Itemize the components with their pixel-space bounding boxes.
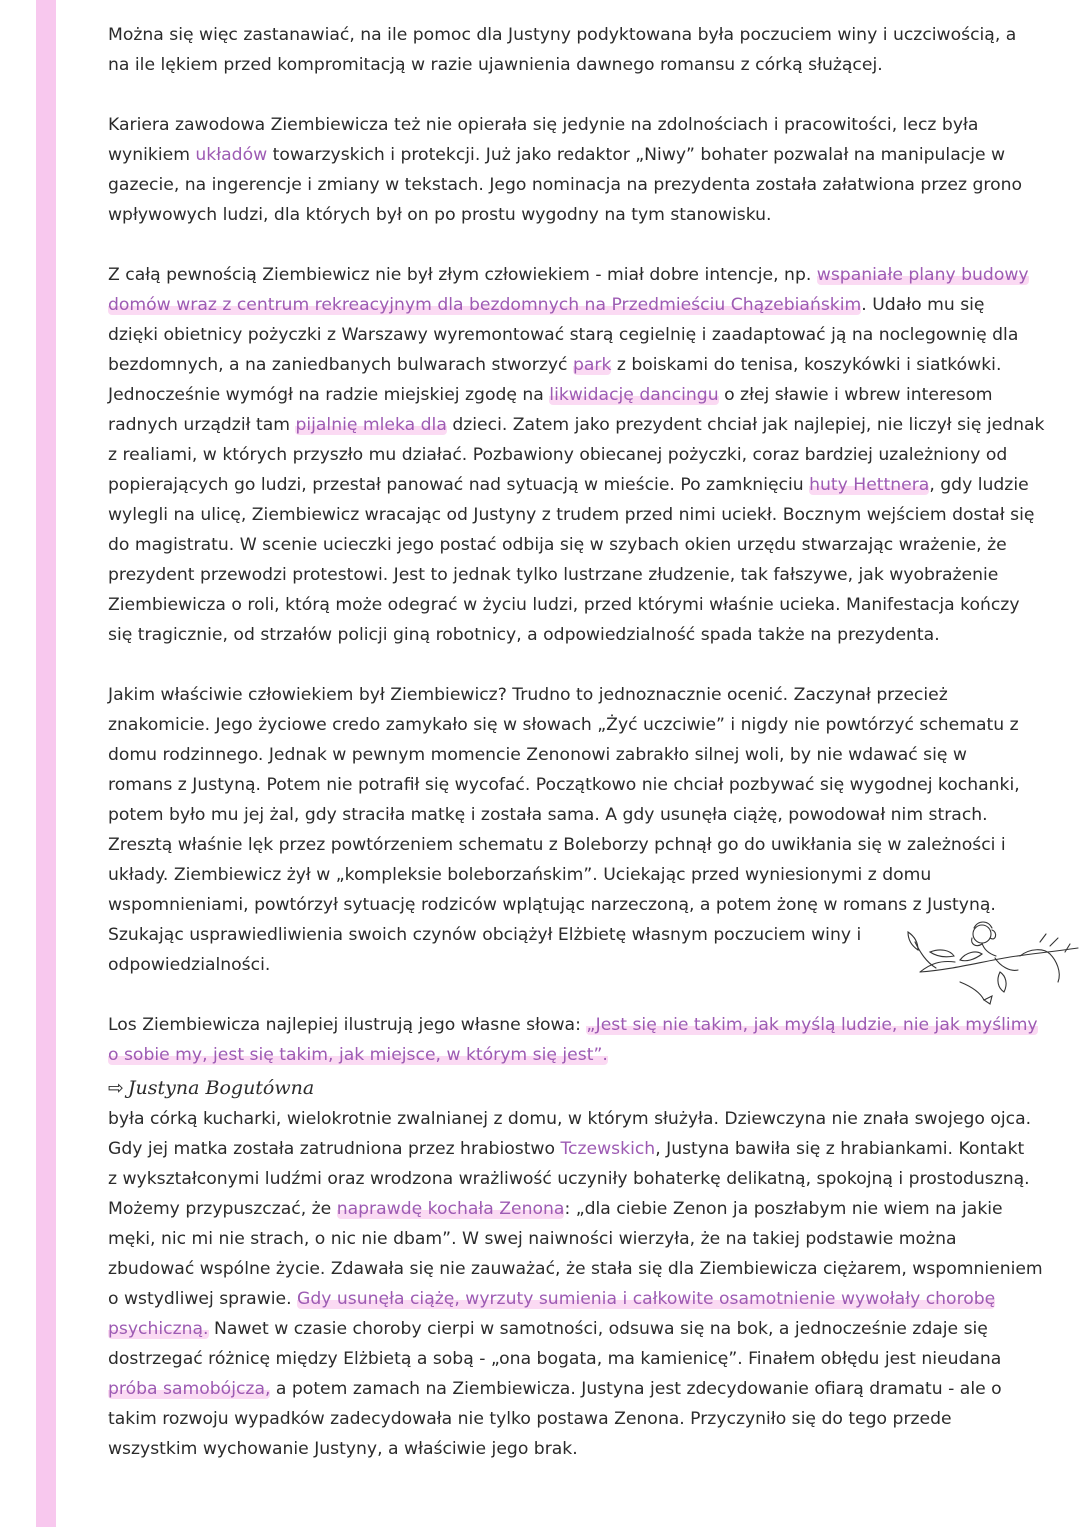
text-line bbox=[108, 440, 1058, 470]
text-segment: z boiskami do tenisa, koszykówki i siatkówki. bbox=[611, 355, 1002, 375]
text-segment: o złej sławie i wbrew interesom bbox=[718, 385, 993, 405]
text-line bbox=[108, 1104, 1058, 1134]
text-segment: do magistratu. W scenie ucieczki jego postać odbija się w szybach okien urzędu stwarzając wrażenie, że bbox=[108, 535, 1007, 555]
text-line bbox=[108, 1194, 1058, 1224]
text-line bbox=[108, 110, 1058, 140]
text-segment: się tragicznie, od strzałów policji giną robotnicy, a odpowiedzialność spada także na prezydenta. bbox=[108, 625, 940, 645]
paragraph bbox=[108, 110, 1058, 230]
text-segment: odpowiedzialności. bbox=[108, 955, 271, 975]
text-segment: Ziembiewicza o roli, którą może odegrać w życiu ludzi, przed którymi właśnie ucieka. Manifestacja kończy bbox=[108, 595, 1020, 615]
highlighted-text: próba samobójcza, bbox=[108, 1379, 271, 1399]
highlighted-text: naprawdę kochała Zenona bbox=[336, 1199, 565, 1219]
paragraph-gap bbox=[108, 650, 1058, 680]
text-line bbox=[108, 380, 1058, 410]
text-segment: z realiami, w których przyszło mu działać. Pozbawiony obiecanej pożyczki, coraz bardziej uzależniony od bbox=[108, 445, 1008, 465]
text-segment: Jakim właściwie człowiekiem był Ziembiewicz? Trudno to jednoznacznie ocenić. Zaczynał przecież bbox=[108, 685, 948, 705]
text-line bbox=[108, 1040, 1058, 1070]
text-segment: dzieci. Zatem jako prezydent chciał jak najlepiej, nie liczył się jednak bbox=[446, 415, 1045, 435]
text-line bbox=[108, 740, 1058, 770]
text-segment: wpływowych ludzi, dla których był on po prostu wygodny na tym stanowisku. bbox=[108, 205, 772, 225]
text-line bbox=[108, 710, 1058, 740]
text-segment: radnych urządził tam bbox=[108, 415, 296, 435]
text-segment: Szukając usprawiedliwienia swoich czynów obciążył Elżbietę własnym poczuciem winy i bbox=[108, 925, 862, 945]
text-line bbox=[108, 1164, 1058, 1194]
text-segment: Możemy przypuszczać, że bbox=[108, 1199, 337, 1219]
text-segment: Los Ziembiewicza najlepiej ilustrują jego własne słowa: bbox=[108, 1015, 587, 1035]
paragraph bbox=[108, 260, 1058, 650]
highlighted-text: huty Hettnera bbox=[809, 475, 930, 495]
highlighted-text: Gdy usunęła ciążę, wyrzuty sumienia i całkowite osamotnienie wywołały chorobę bbox=[297, 1289, 996, 1309]
paragraph-gap bbox=[108, 230, 1058, 260]
text-segment: była córką kucharki, wielokrotnie zwalnianej z domu, w którym służyła. Dziewczyna nie znała swojego ojca. bbox=[108, 1109, 1032, 1129]
text-segment: dzięki obietnicy pożyczki z Warszawy wyremontować starą cegielnię i zaadaptować ją na noclegownię dla bbox=[108, 325, 1019, 345]
highlighted-text: pijalnię mleka dla bbox=[295, 415, 447, 435]
text-segment: wspomnieniami, powtórzył sytuację rodziców wplątując narzeczoną, a potem żonę w romans z Justyną. bbox=[108, 895, 996, 915]
text-segment: Nawet w czasie choroby cierpi w samotności, odsuwa się na bok, a jednocześnie zdaje się bbox=[208, 1319, 988, 1339]
text-line bbox=[108, 1254, 1058, 1284]
text-segment: zbudować wspólne życie. Zdawała się nie zauważać, że stała się dla Ziembiewicza ciężarem, wspomnieniem bbox=[108, 1259, 1043, 1279]
text-line bbox=[108, 800, 1058, 830]
text-line bbox=[108, 1434, 1058, 1464]
text-segment: : „dla ciebie Zenon ja poszłabym nie wiem na jakie bbox=[564, 1199, 1003, 1219]
text-segment: takim rozwoju wypadków zadecydowała nie tylko postawa Zenona. Przyczyniło się do tego przede bbox=[108, 1409, 952, 1429]
text-line bbox=[108, 770, 1058, 800]
text-segment: męki, nic mi nie strach, o nic nie dbam”. W swej naiwności wierzyła, że na takiej podstawie można bbox=[108, 1229, 957, 1249]
section-paragraph bbox=[108, 1104, 1058, 1464]
text-line bbox=[108, 500, 1058, 530]
text-line bbox=[108, 860, 1058, 890]
text-line bbox=[108, 410, 1058, 440]
highlighted-text: park bbox=[572, 355, 612, 375]
paragraph bbox=[108, 20, 1058, 80]
text-line bbox=[108, 350, 1058, 380]
text-line bbox=[108, 320, 1058, 350]
text-line bbox=[108, 140, 1058, 170]
text-segment: popierających go ludzi, przestał panować nad sytuacją w mieście. Po zamknięciu bbox=[108, 475, 810, 495]
colored-text: Tczewskich bbox=[560, 1139, 656, 1159]
text-line bbox=[108, 290, 1058, 320]
text-segment: Można się więc zastanawiać, na ile pomoc dla Justyny podyktowana była poczuciem winy i uczciwością, a bbox=[108, 25, 1017, 45]
highlighted-text: o sobie my, jest się takim, jak miejsce, w którym się jest”. bbox=[108, 1045, 608, 1065]
text-line bbox=[108, 200, 1058, 230]
text-line bbox=[108, 590, 1058, 620]
text-segment: , gdy ludzie bbox=[929, 475, 1029, 495]
text-line bbox=[108, 680, 1058, 710]
text-line bbox=[108, 1284, 1058, 1314]
highlighted-text: likwidację dancingu bbox=[549, 385, 719, 405]
text-segment: o wstydliwej sprawie. bbox=[108, 1289, 298, 1309]
text-segment: wylegli na ulicę, Ziembiewicz wracając od Justyny z trudem przed nimi uciekł. Bocznym wejściem dostał się bbox=[108, 505, 1035, 525]
text-line bbox=[108, 1344, 1058, 1374]
flower-doodle-icon bbox=[900, 912, 1080, 1012]
text-line bbox=[108, 1404, 1058, 1434]
text-line bbox=[108, 530, 1058, 560]
text-segment: Gdy jej matka została zatrudniona przez hrabiostwo bbox=[108, 1139, 561, 1159]
text-segment: Zresztą właśnie lęk przez powtórzeniem schematu z Boleborzy pchnął go do uwikłania się w zależności i bbox=[108, 835, 1006, 855]
text-segment: bezdomnych, a na zaniedbanych bulwarach stworzyć bbox=[108, 355, 573, 375]
text-segment: wszystkim wychowanie Justyny, a właściwie jego brak. bbox=[108, 1439, 578, 1459]
text-line bbox=[108, 260, 1058, 290]
pink-margin-bar bbox=[36, 0, 56, 1527]
text-line bbox=[108, 170, 1058, 200]
text-segment: znakomicie. Jego życiowe credo zamykało się w słowach „Żyć uczciwie” i nigdy nie powtórzyć schematu z bbox=[108, 715, 1019, 735]
text-segment: na ile lękiem przed kompromitacją w razie ujawnienia dawnego romansu z córką służącej. bbox=[108, 55, 883, 75]
document-body bbox=[108, 20, 1058, 1464]
text-segment: prezydent przewodzi protestowi. Jest to jednak tylko lustrzane złudzenie, tak fałszywe, jak wyobrażenie bbox=[108, 565, 999, 585]
section-heading bbox=[108, 1072, 1058, 1104]
text-line bbox=[108, 50, 1058, 80]
section-heading-text: Justyna Bogutówna bbox=[127, 1077, 315, 1099]
text-line bbox=[108, 1224, 1058, 1254]
highlighted-text: psychiczną. bbox=[108, 1319, 209, 1339]
text-segment: . Udało mu się bbox=[861, 295, 985, 315]
text-line bbox=[108, 620, 1058, 650]
text-line bbox=[108, 20, 1058, 50]
text-line bbox=[108, 1314, 1058, 1344]
text-segment: domu rodzinnego. Jednak w pewnym momencie Zenonowi zabrakło silnej woli, by nie wdawać się w bbox=[108, 745, 967, 765]
text-segment: wynikiem bbox=[108, 145, 196, 165]
text-segment: Z całą pewnością Ziembiewicz nie był złym człowiekiem - miał dobre intencje, np. bbox=[108, 265, 817, 285]
text-segment: potem było mu jej żal, gdy straciła matkę i została sama. A gdy usunęła ciążę, powodował nim strach. bbox=[108, 805, 988, 825]
paragraph-gap bbox=[108, 80, 1058, 110]
text-segment: z wykształconymi ludźmi oraz wrodzona wrażliwość uczyniły bohaterkę delikatną, spokojną i prostoduszną. bbox=[108, 1169, 1030, 1189]
text-segment: układy. Ziembiewicz żył w „kompleksie boleborzańskim”. Uciekając przed wyniesionymi z domu bbox=[108, 865, 932, 885]
text-segment: Jednocześnie wymógł na radzie miejskiej zgodę na bbox=[108, 385, 550, 405]
arrow-right-icon: ⇨ bbox=[108, 1077, 124, 1099]
colored-text: układów bbox=[195, 145, 268, 165]
text-line bbox=[108, 560, 1058, 590]
text-line bbox=[108, 470, 1058, 500]
text-segment: dostrzegać różnicę między Elżbietą a sobą - „ona bogata, ma kamienicę”. Finałem obłędu jest nieudana bbox=[108, 1349, 1002, 1369]
text-segment: a potem zamach na Ziembiewicza. Justyna jest zdecydowanie ofiarą dramatu - ale o bbox=[270, 1379, 1002, 1399]
highlighted-text: wspaniałe plany budowy bbox=[816, 265, 1029, 285]
text-line bbox=[108, 1010, 1058, 1040]
text-segment: gazecie, na ingerencje i zmiany w tekstach. Jego nominacja na prezydenta została załatwiona przez grono bbox=[108, 175, 1022, 195]
text-segment: , Justyna bawiła się z hrabiankami. Kontakt bbox=[655, 1139, 1025, 1159]
text-segment: towarzyskich i protekcji. Już jako redaktor „Niwy” bohater pozwalał na manipulacje w bbox=[267, 145, 1006, 165]
highlighted-text: „Jest się nie takim, jak myślą ludzie, nie jak myślimy bbox=[586, 1015, 1038, 1035]
text-line bbox=[108, 1374, 1058, 1404]
paragraph bbox=[108, 1010, 1058, 1070]
highlighted-text: domów wraz z centrum rekreacyjnym dla bezdomnych na Przedmieściu Chązebiańskim bbox=[108, 295, 862, 315]
text-line bbox=[108, 830, 1058, 860]
text-segment: romans z Justyną. Potem nie potrafił się wycofać. Początkowo nie chciał pozbywać się wygodnej kochanki, bbox=[108, 775, 1020, 795]
text-segment: Kariera zawodowa Ziembiewicza też nie opierała się jedynie na zdolnościach i pracowitości, lecz była bbox=[108, 115, 979, 135]
text-line bbox=[108, 1134, 1058, 1164]
